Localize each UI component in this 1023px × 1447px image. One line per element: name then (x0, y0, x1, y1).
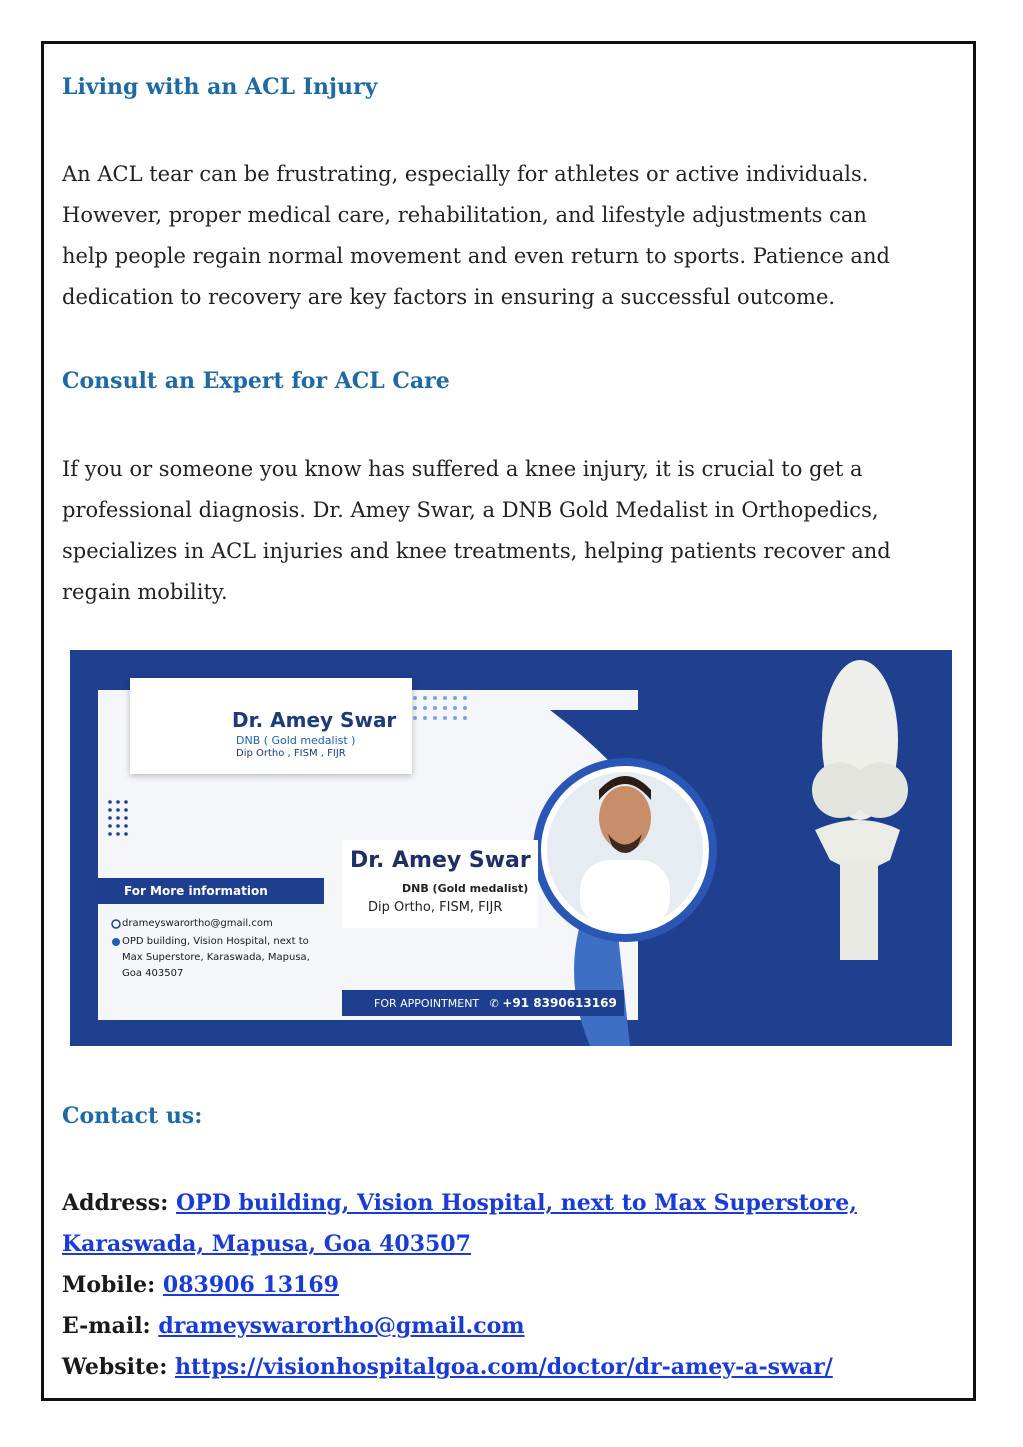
website-link[interactable]: https://visionhospitalgoa.com/doctor/dr-amey-a-swar/ (175, 1354, 833, 1380)
paragraph-line: specializes in ACL injuries and knee treatments, helping patients recover and (62, 539, 891, 563)
contact-website-row (62, 1347, 962, 1388)
banner-appointment-phone: +91 8390613169 (502, 996, 617, 1010)
banner-card-qualifications: Dip Ortho, FISM, FIJR (368, 900, 503, 915)
address-label: Address: (62, 1190, 169, 1216)
doctor-banner-image (70, 650, 952, 1046)
paragraph-line: professional diagnosis. Dr. Amey Swar, a DNB Gold Medalist in Orthopedics, (62, 498, 879, 522)
banner-logo-name: Dr. Amey Swar (232, 708, 397, 732)
paragraph-line: regain mobility. (62, 580, 228, 604)
banner-appointment-label: FOR APPOINTMENT (374, 997, 480, 1010)
banner-email: drameyswarortho@gmail.com (122, 918, 273, 929)
paragraph-line: If you or someone you know has suffered a knee injury, it is crucial to get a (62, 457, 863, 481)
contact-email-row (62, 1306, 962, 1347)
address-link[interactable]: OPD building, Vision Hospital, next to Max Superstore, (176, 1190, 857, 1216)
address-link-continued[interactable]: Karaswada, Mapusa, Goa 403507 (62, 1231, 471, 1257)
banner-appointment-bar (342, 990, 624, 1016)
banner-address-line: OPD building, Vision Hospital, next to (122, 936, 309, 947)
contact-address-row (62, 1183, 962, 1224)
paragraph-line: An ACL tear can be frustrating, especially for athletes or active individuals. (62, 162, 869, 186)
paragraph-line: help people regain normal movement and even return to sports. Patience and (62, 244, 890, 268)
email-link[interactable]: drameyswarortho@gmail.com (158, 1313, 525, 1339)
website-label: Website: (62, 1354, 168, 1380)
banner-address-line: Max Superstore, Karaswada, Mapusa, (122, 952, 310, 963)
paragraph-consult-expert (62, 449, 952, 613)
section-heading-living-with-acl: Living with an ACL Injury (62, 74, 378, 100)
section-heading-consult-expert: Consult an Expert for ACL Care (62, 368, 450, 394)
phone-icon: ✆ (489, 997, 499, 1010)
paragraph-line: However, proper medical care, rehabilitation, and lifestyle adjustments can (62, 203, 867, 227)
mobile-link[interactable]: 083906 13169 (162, 1272, 339, 1298)
banner-card-degree: DNB (Gold medalist) (402, 882, 529, 895)
banner-logo-qualifications: Dip Ortho , FISM , FIJR (236, 748, 346, 759)
paragraph-line: dedication to recovery are key factors in ensuring a successful outcome. (62, 285, 836, 309)
contact-address-row-2 (62, 1224, 962, 1265)
mobile-label: Mobile: (62, 1272, 156, 1298)
contact-mobile-row (62, 1265, 962, 1306)
paragraph-living-with-acl (62, 154, 952, 318)
banner-logo-degree: DNB ( Gold medalist ) (236, 734, 356, 747)
banner-info-title: For More information (98, 878, 324, 904)
banner-address-line: Goa 403507 (122, 968, 184, 979)
contact-heading: Contact us: (62, 1103, 203, 1129)
email-label: E-mail: (62, 1313, 151, 1339)
banner-card-name: Dr. Amey Swar (350, 848, 531, 873)
contact-details (62, 1183, 962, 1388)
